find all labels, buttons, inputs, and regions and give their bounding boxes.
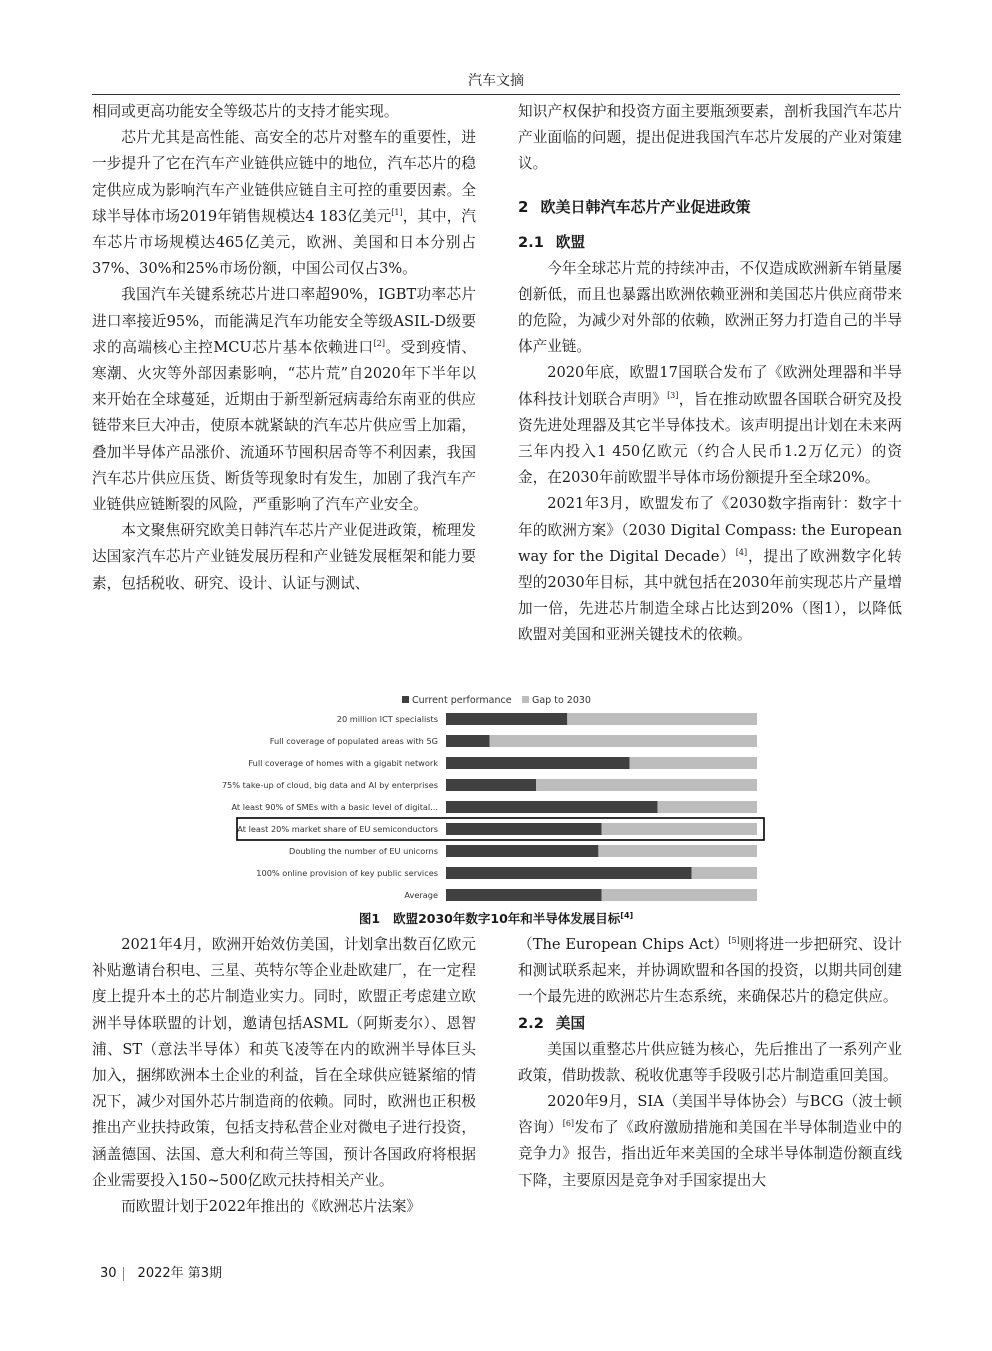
right-column-bottom [518,932,902,1194]
section-heading: 2 欧美日韩汽车芯片产业促进政策 [518,197,751,216]
legend-label: Gap to 2030 [532,695,591,706]
legend-swatch [402,696,409,703]
page-number: 30 [100,1266,117,1281]
paragraph: 今年全球芯片荒的持续冲击，不仅造成欧洲新车销量屡创新低，而且也暴露出欧洲依赖亚洲和美国芯片供应商带来的危险，为减少对外部的依赖，欧洲正努力打造自己的半导体产业链。 [518,259,902,356]
legend-swatch [522,696,529,703]
bar-gap [567,713,757,725]
paragraph: 而欧盟计划于2022年推出的《欧洲芯片法案》 [121,1198,422,1216]
citation[interactable]: [3] [667,390,679,400]
category-label: Average [404,890,438,900]
bar-gap [490,735,757,747]
left-column-top [92,99,476,597]
citation[interactable]: [5] [728,936,740,946]
bar-current [446,889,602,901]
bar-gap [657,801,757,813]
footer-divider [123,1267,124,1281]
bar-current [446,801,657,813]
bar-gap [629,757,757,769]
figure-caption: 图1 欧盟2030年数字10年和半导体发展目标[4] [358,910,634,926]
category-label: Doubling the number of EU unicorns [289,846,438,856]
paragraph: 美国以重整芯片供应链为核心，先后推出了一系列产业政策，借助拨款、税收优惠等手段吸引芯片制造重回美国。 [518,1040,902,1084]
category-label: 100% online provision of key public services [256,868,438,878]
category-label: Full coverage of populated areas with 5G [269,736,438,746]
paragraph: 2021年4月，欧洲开始效仿美国，计划拿出数百亿欧元补贴邀请台积电、三星、英特尔等企业赴欧建厂，在一定程度上提升本土的芯片制造业实力。同时，欧盟正考虑建立欧洲半导体联盟的计划，邀请包括ASML（阿斯麦尔）、恩智浦、ST（意法半导体）和英飞凌等在内的欧洲半导体巨头加入，捆绑欧洲本土企业的利益，旨在全球供应链紧缩的情况下，减少对国外芯片制造商的依赖。同时，欧洲也正积极推出产业扶持政策，包括支持私营企业对微电子进行投资，涵盖德国、法国、意大利和荷兰等国，预计各国政府将根据企业需要投入150~500亿欧元扶持相关产业。 [92,936,476,1189]
paragraph: （The European Chips Act）[5]则将进一步把研究、设计和测试联系起来，并协调欧盟和各国的投资，以期共同创建一个最先进的欧洲芯片生态系统，来确保芯片的稳定供应。 [518,936,902,1006]
bar-gap [692,867,757,879]
paragraph: 2020年底，欧盟17国联合发布了《欧洲处理器和半导体科技计划联合声明》[3]，旨在推动欧盟各国联合研究及投资先进处理器及其它半导体技术。该声明提出计划在未来两三年内投入1 450亿欧元（约合人民币1.2万亿元）的资金，在2030年前欧盟半导体市场份额提升至全球20%。 [518,364,902,487]
stacked-bar-chart [220,690,780,906]
category-label: At least 90% of SMEs with a basic level of digital... [231,802,438,812]
paragraph: 2021年3月，欧盟发布了《2030数字指南针：数字十年的欧洲方案》（2030 Digital Compass: the European way for the Digital Decade）[4]，提出了欧洲数字化转型的2030年目标，其中就包括在2030年前实现芯片产量增加一倍，先进芯片制造全球占比达到20%（图1），以降低欧盟对美国和亚洲关键技术的依赖。 [518,495,902,644]
bar-gap [598,845,757,857]
bar-current [446,713,567,725]
page-footer [100,1262,222,1281]
paragraph: 我国汽车关键系统芯片进口率超90%，IGBT功率芯片进口率接近95%，而能满足汽车功能安全等级ASIL-D级要求的高端核心主控MCU芯片基本依赖进口[2]。受到疫情、寒潮、火灾等外部因素影响，“芯片荒”自2020年下半年以来开始在全球蔓延，近期由于新型新冠病毒给东南亚的供应链带来巨大冲击，使原本就紧缺的汽车芯片供应雪上加霜，叠加半导体产品涨价、流通环节囤积居奇等不利因素，我国汽车芯片供应压货、断货等现象时有发生，加剧了我汽车产业链供应链断裂的风险，严重影响了汽车产业安全。 [92,286,476,514]
category-label: Full coverage of homes with a gigabit network [248,758,438,768]
right-column-top [518,99,902,649]
issue-label: 2022年 第3期 [137,1266,223,1281]
citation[interactable]: [6] [562,1119,575,1129]
bar-gap [602,823,758,835]
paragraph: 2020年9月，SIA（美国半导体协会）与BCG（波士顿咨询）[6]发布了《政府激励措施和美国在半导体制造业中的竞争力》报告，指出近年来美国的全球半导体制造份额直线下降，主要原因是竞争对手国家提出大 [518,1093,902,1189]
legend-label: Current performance [412,695,512,706]
bar-current [446,779,536,791]
figure-chart [220,690,780,906]
category-label: 75% take-up of cloud, big data and AI by enterprises [221,780,438,790]
category-label: At least 20% market share of EU semiconductors [237,824,438,834]
header-divider [92,94,900,95]
paragraph: 知识产权保护和投资方面主要瓶颈要素，剖析我国汽车芯片产业面临的问题，提出促进我国汽车芯片发展的产业对策建议。 [518,103,902,173]
bar-gap [602,889,758,901]
citation[interactable]: [4] [735,547,748,557]
subsection-heading: 2.2 美国 [518,1014,586,1032]
bar-current [446,845,598,857]
paragraph: 本文聚焦研究欧美日韩汽车芯片产业促进政策，梳理发达国家汽车芯片产业链发展历程和产业链发展框架和能力要素，包括税收、研究、设计、认证与测试、 [92,522,476,592]
left-column-bottom [92,932,476,1220]
bar-current [446,735,490,747]
journal-title: 汽车文摘 [468,73,524,89]
bar-gap [536,779,757,791]
bar-current [446,757,629,769]
citation[interactable]: [2] [373,338,385,348]
category-label: 20 million ICT specialists [336,714,438,724]
paragraph: 相同或更高功能安全等级芯片的支持才能实现。 [92,103,399,120]
bar-current [446,823,602,835]
subsection-heading: 2.1 欧盟 [518,233,586,251]
citation[interactable]: [4] [620,910,634,920]
citation[interactable]: [1] [391,207,403,217]
paragraph: 芯片尤其是高性能、高安全的芯片对整车的重要性，进一步提升了它在汽车产业链供应链中的地位，汽车芯片的稳定供应成为影响汽车产业链供应链自主可控的重要因素。全球半导体市场2019年销售规模达4 183亿美元[1]，其中，汽车芯片市场规模达465亿美元，欧洲、美国和日本分别占37%、30%和25%市场份额，中国公司仅占3%。 [92,129,476,278]
bar-current [446,867,692,879]
